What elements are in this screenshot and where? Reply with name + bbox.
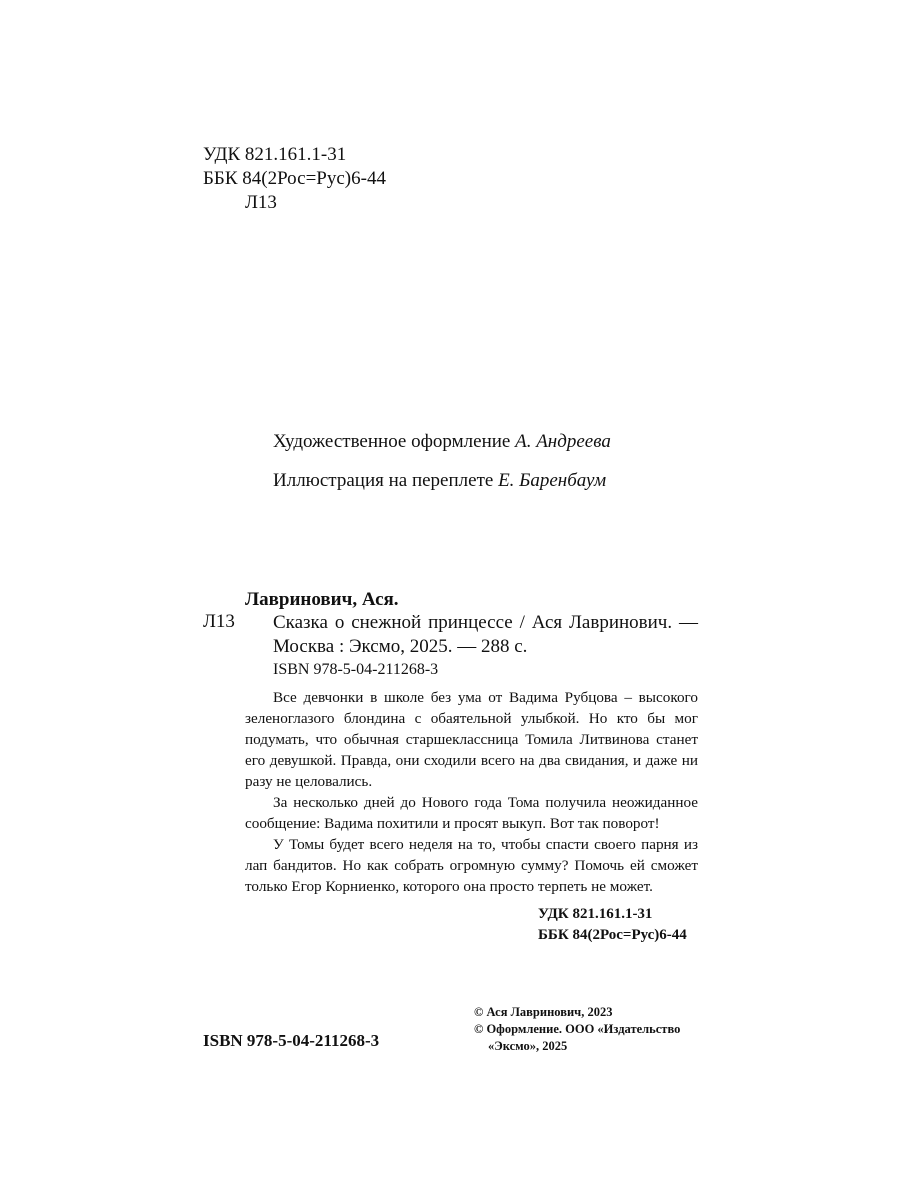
udk-code: УДК 821.161.1-31 bbox=[203, 144, 347, 165]
copyright-design: © Оформление. ООО «Издательство bbox=[474, 1022, 681, 1036]
copyright-block bbox=[474, 1004, 680, 1055]
illustration-credit bbox=[273, 470, 606, 492]
design-credit bbox=[273, 431, 611, 453]
annotation-paragraph: У Томы будет всего неделя на то, чтобы спасти своего парня из лап бандитов. Но как собрать огромную сумму? Помочь ей сможет только Егор Корниенко, которого она просто терпеть не может. bbox=[245, 836, 698, 895]
illustration-name: Е. Баренбаум bbox=[498, 470, 607, 491]
bbk-code-bottom: ББК 84(2Рос=Рус)6-44 bbox=[538, 927, 687, 943]
classification-bottom bbox=[538, 904, 687, 946]
annotation bbox=[245, 687, 698, 897]
bib-author: Лавринович, Ася. bbox=[245, 589, 399, 610]
bbk-code: ББК 84(2Рос=Рус)6-44 bbox=[203, 168, 386, 189]
classification-top bbox=[203, 143, 386, 215]
design-label: Художественное оформление bbox=[273, 431, 511, 452]
isbn-footer: ISBN 978-5-04-211268-3 bbox=[203, 1031, 380, 1050]
author-mark: Л13 bbox=[245, 192, 277, 213]
bib-author-mark: Л13 bbox=[203, 611, 235, 632]
bib-title: Сказка о снежной принцессе / Ася Лавринович. — Москва : Эксмо, 2025. — 288 с. bbox=[273, 612, 698, 657]
bib-isbn: ISBN 978-5-04-211268-3 bbox=[273, 661, 439, 678]
copyright-design-continued: «Эксмо», 2025 bbox=[488, 1039, 568, 1053]
illustration-label: Иллюстрация на переплете bbox=[273, 470, 494, 491]
annotation-paragraph: За несколько дней до Нового года Тома получила неожиданное сообщение: Вадима похитили и просят выкуп. Вот так поворот! bbox=[245, 794, 698, 832]
udk-code-bottom: УДК 821.161.1-31 bbox=[538, 906, 653, 922]
design-name: А. Андреева bbox=[515, 431, 611, 452]
copyright-author: © Ася Лавринович, 2023 bbox=[474, 1005, 613, 1019]
annotation-paragraph: Все девчонки в школе без ума от Вадима Рубцова – высокого зеленоглазого блондина с обаятельной улыбкой. Но кто бы мог подумать, что обычная старшеклассница Томила Литвинова станет его девушкой. Правда, они сходили всего на два свидания, и даже ни разу не целовались. bbox=[245, 689, 698, 790]
